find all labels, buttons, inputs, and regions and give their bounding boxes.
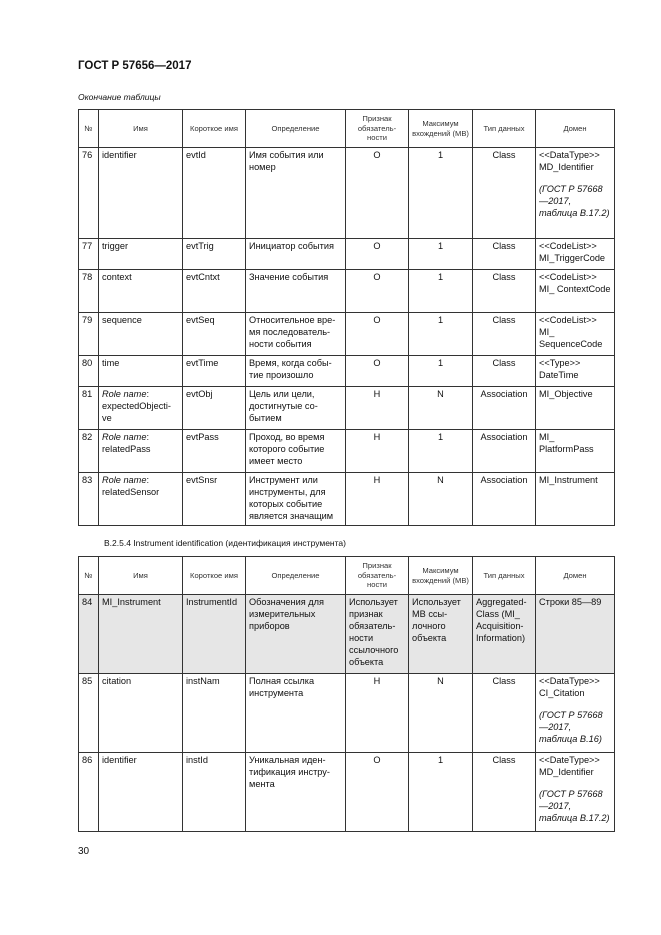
cell-short-name [183, 753, 246, 832]
cell-domain [536, 674, 615, 753]
table-continuation-caption: Окончание таблицы [78, 92, 161, 102]
cell-data-type [473, 239, 536, 270]
cell-domain [536, 753, 615, 832]
role-name-label: Role name [102, 389, 147, 399]
cell-domain [536, 239, 615, 270]
cell-definition [246, 148, 346, 239]
cell-obligation [346, 270, 409, 313]
max-occurrence-value: 1 [437, 358, 444, 368]
cell-max-occurrence [409, 674, 473, 753]
table-row [79, 753, 615, 832]
cell-max-occurrence [409, 595, 473, 674]
max-occurrence-value: 1 [437, 432, 444, 442]
max-occurrence-value: N [437, 389, 444, 399]
row-number: 86 [82, 755, 93, 765]
cell-max-occurrence [409, 239, 473, 270]
col-header-max-occurrence: Максимум вхождений (MB) [409, 557, 473, 595]
cell-data-type [473, 473, 536, 526]
short-name: evtSnsr [186, 475, 218, 485]
short-name: instId [186, 755, 208, 765]
cell-domain [536, 430, 615, 473]
table-row [79, 356, 615, 387]
definition-text: Уникальная иден-тификация инстру-мента [249, 755, 330, 789]
cell-max-occurrence [409, 387, 473, 430]
cell-data-type [473, 313, 536, 356]
domain-value: MI_Instrument [539, 475, 598, 485]
domain-value: <<CodeList>> MI_ SequenceCode [539, 315, 603, 349]
data-type-value: Class [492, 315, 516, 325]
data-type-value: Class [492, 241, 516, 251]
definition-text: Цель или цели, достигнутые со-бытием [249, 389, 318, 423]
col-header-number: № [79, 110, 99, 148]
cell-number [79, 356, 99, 387]
attribute-name: relatedPass [102, 443, 151, 454]
col-header-data-type: Тип данных [473, 110, 536, 148]
data-type-value: Class [492, 150, 516, 160]
col-header-short-name: Короткое имя [183, 557, 246, 595]
cell-name [99, 356, 183, 387]
col-header-data-type: Тип данных [473, 557, 536, 595]
col-header-max-occurrence: Максимум вхождений (MB) [409, 110, 473, 148]
row-number: 81 [82, 389, 93, 399]
cell-short-name [183, 387, 246, 430]
data-type-value: Class [492, 676, 516, 686]
page-number: 30 [78, 846, 90, 857]
cell-short-name [183, 356, 246, 387]
row-number: 77 [82, 241, 93, 251]
attribute-name: sequence [102, 315, 142, 325]
max-occurrence-value: 1 [437, 755, 444, 765]
max-occurrence-value: 1 [437, 150, 444, 160]
max-occurrence-value: 1 [437, 241, 444, 251]
cell-obligation [346, 473, 409, 526]
attribute-name: identifier [102, 755, 137, 765]
cell-definition [246, 313, 346, 356]
cell-short-name [183, 595, 246, 674]
obligation-value: Н [373, 389, 381, 399]
col-header-obligation: Признак обязатель-ности [346, 557, 409, 595]
cell-number [79, 674, 99, 753]
obligation-value: O [373, 315, 381, 325]
short-name: instNam [186, 676, 220, 686]
row-number: 76 [82, 150, 93, 160]
document-header-title: ГОСТ Р 57656—2017 [78, 60, 192, 72]
short-name: evtSeq [186, 315, 215, 325]
cell-short-name [183, 239, 246, 270]
attribute-name: MI_Instrument [102, 597, 161, 607]
obligation-value: O [373, 272, 381, 282]
cell-number [79, 313, 99, 356]
cell-name [99, 595, 183, 674]
cell-name [99, 753, 183, 832]
col-header-name: Имя [99, 557, 183, 595]
row-number: 82 [82, 432, 93, 442]
short-name: evtCntxt [186, 272, 220, 282]
cell-definition [246, 753, 346, 832]
cell-max-occurrence [409, 313, 473, 356]
cell-data-type [473, 387, 536, 430]
role-name-label: Role name [102, 475, 147, 485]
domain-reference-note: (ГОСТ Р 57668—2017, таблица B.16) [539, 709, 603, 744]
cell-data-type [473, 674, 536, 753]
cell-definition [246, 595, 346, 674]
table-row [79, 387, 615, 430]
cell-definition [246, 270, 346, 313]
row-number: 83 [82, 475, 93, 485]
cell-name: Role name: relatedSensor [99, 473, 183, 526]
attribute-name: relatedSensor [102, 486, 160, 497]
domain-value: MI_Objective [539, 389, 593, 399]
max-occurrence-value: 1 [437, 315, 444, 325]
table-row [79, 148, 615, 239]
row-number: 84 [82, 597, 93, 607]
short-name: evtTime [186, 358, 219, 368]
table-row [79, 270, 615, 313]
cell-definition [246, 430, 346, 473]
col-header-name: Имя [99, 110, 183, 148]
attribute-name: expectedObjecti-ve [102, 400, 171, 423]
obligation-value: O [373, 755, 381, 765]
col-header-number: № [79, 557, 99, 595]
cell-domain [536, 356, 615, 387]
obligation-value: O [373, 358, 381, 368]
row-number: 80 [82, 358, 93, 368]
cell-definition [246, 674, 346, 753]
col-header-domain: Домен [536, 110, 615, 148]
domain-value: <<CodeList>> MI_TriggerCode [539, 241, 606, 263]
cell-obligation [346, 387, 409, 430]
row-number: 85 [82, 676, 93, 686]
definition-text: Время, когда собы-тие произошло [249, 358, 332, 380]
cell-domain [536, 148, 615, 239]
short-name: evtObj [186, 389, 213, 399]
cell-name [99, 270, 183, 313]
domain-value: <<Type>> DateTime [539, 358, 581, 380]
data-type-value: Association [480, 389, 528, 399]
cell-definition [246, 387, 346, 430]
cell-domain [536, 313, 615, 356]
cell-max-occurrence [409, 148, 473, 239]
col-header-definition: Определение [246, 557, 346, 595]
table-header-row [79, 110, 615, 148]
domain-value: <<DataType>> MD_Identifier [539, 150, 600, 172]
short-name: evtPass [186, 432, 219, 442]
cell-obligation [346, 313, 409, 356]
col-header-short-name: Короткое имя [183, 110, 246, 148]
obligation-value: Использует признак обязатель-ности ссылочного объекта [349, 597, 399, 667]
col-header-domain: Домен [536, 557, 615, 595]
cell-short-name [183, 313, 246, 356]
domain-value: <<CodeList>> MI_ ContextCode [539, 272, 611, 294]
table-header-row [79, 557, 615, 595]
attribute-name: citation [102, 676, 132, 686]
attribute-name: context [102, 272, 132, 282]
cell-max-occurrence [409, 430, 473, 473]
cell-short-name [183, 674, 246, 753]
cell-obligation [346, 674, 409, 753]
col-header-obligation: Признак обязатель-ности [346, 110, 409, 148]
domain-value: Строки 85—89 [539, 597, 602, 607]
cell-short-name [183, 473, 246, 526]
obligation-value: O [373, 150, 381, 160]
cell-max-occurrence [409, 270, 473, 313]
cell-short-name [183, 270, 246, 313]
definition-text: Полная ссылка инструмента [249, 676, 315, 698]
cell-name [99, 239, 183, 270]
cell-name: Role name: relatedPass [99, 430, 183, 473]
short-name: InstrumentId [186, 597, 238, 607]
cell-max-occurrence [409, 356, 473, 387]
domain-value: <<DateType>> MD_Identifier [539, 755, 600, 777]
max-occurrence-value: N [437, 676, 444, 686]
table-row [79, 473, 615, 526]
cell-short-name [183, 430, 246, 473]
domain-reference-note: (ГОСТ Р 57668—2017, таблица B.17.2) [539, 788, 610, 823]
cell-domain [536, 473, 615, 526]
table-row [79, 313, 615, 356]
cell-number [79, 473, 99, 526]
definition-text: Относительное вре-мя последователь-ности события [249, 315, 336, 349]
cell-number [79, 270, 99, 313]
max-occurrence-value: 1 [437, 272, 444, 282]
cell-obligation [346, 148, 409, 239]
obligation-value: O [373, 241, 381, 251]
definition-text: Инструмент или инструменты, для которых событие является значащим [249, 475, 334, 521]
max-occurrence-value: N [437, 475, 444, 485]
attribute-name: trigger [102, 241, 129, 251]
definition-text: Инициатор события [249, 241, 334, 251]
cell-short-name [183, 148, 246, 239]
cell-number [79, 430, 99, 473]
cell-data-type [473, 270, 536, 313]
short-name: evtTrig [186, 241, 214, 251]
cell-max-occurrence [409, 473, 473, 526]
cell-definition [246, 356, 346, 387]
domain-value: MI_ PlatformPass [539, 432, 594, 454]
cell-data-type [473, 595, 536, 674]
cell-definition [246, 239, 346, 270]
cell-obligation [346, 430, 409, 473]
table-row [79, 239, 615, 270]
cell-number [79, 148, 99, 239]
cell-obligation [346, 753, 409, 832]
cell-obligation [346, 239, 409, 270]
data-type-value: Aggregated-Class (MI_ Acquisition-Information) [476, 597, 527, 643]
short-name: evtId [186, 150, 206, 160]
domain-value: <<DataType>> CI_Citation [539, 676, 600, 698]
cell-domain [536, 595, 615, 674]
cell-domain [536, 387, 615, 430]
section-caption-instrument-identification: B.2.5.4 Instrument identification (идентификация инструмента) [104, 538, 346, 548]
cell-number [79, 595, 99, 674]
obligation-value: Н [373, 475, 381, 485]
cell-number [79, 387, 99, 430]
obligation-value: Н [373, 432, 381, 442]
cell-data-type [473, 356, 536, 387]
table-row [79, 430, 615, 473]
cell-data-type [473, 430, 536, 473]
attributes-table-continuation [78, 109, 615, 526]
cell-number [79, 239, 99, 270]
cell-obligation [346, 595, 409, 674]
row-number: 79 [82, 315, 93, 325]
cell-max-occurrence [409, 753, 473, 832]
cell-name [99, 674, 183, 753]
data-type-value: Association [480, 432, 528, 442]
cell-name [99, 148, 183, 239]
max-occurrence-value: Использует MB ссы-лочного объекта [412, 597, 461, 643]
definition-text: Значение события [249, 272, 329, 282]
data-type-value: Association [480, 475, 528, 485]
definition-text: Проход, во время которого событие имеет место [249, 432, 325, 466]
cell-number [79, 753, 99, 832]
attribute-name: time [102, 358, 120, 368]
cell-domain [536, 270, 615, 313]
cell-definition [246, 473, 346, 526]
definition-text: Имя события или номер [249, 150, 324, 172]
attribute-name: identifier [102, 150, 137, 160]
cell-data-type [473, 148, 536, 239]
role-name-label: Role name [102, 432, 147, 442]
data-type-value: Class [492, 272, 516, 282]
definition-text: Обозначения для измерительных приборов [249, 597, 324, 631]
data-type-value: Class [492, 755, 516, 765]
obligation-value: Н [373, 676, 381, 686]
col-header-definition: Определение [246, 110, 346, 148]
table-row [79, 595, 615, 674]
cell-obligation [346, 356, 409, 387]
domain-reference-note: (ГОСТ Р 57668—2017, таблица B.17.2) [539, 183, 610, 218]
instrument-identification-table [78, 556, 615, 832]
cell-data-type [473, 753, 536, 832]
cell-name [99, 313, 183, 356]
cell-name: Role name: expectedObjecti-ve [99, 387, 183, 430]
data-type-value: Class [492, 358, 516, 368]
row-number: 78 [82, 272, 93, 282]
table-row [79, 674, 615, 753]
